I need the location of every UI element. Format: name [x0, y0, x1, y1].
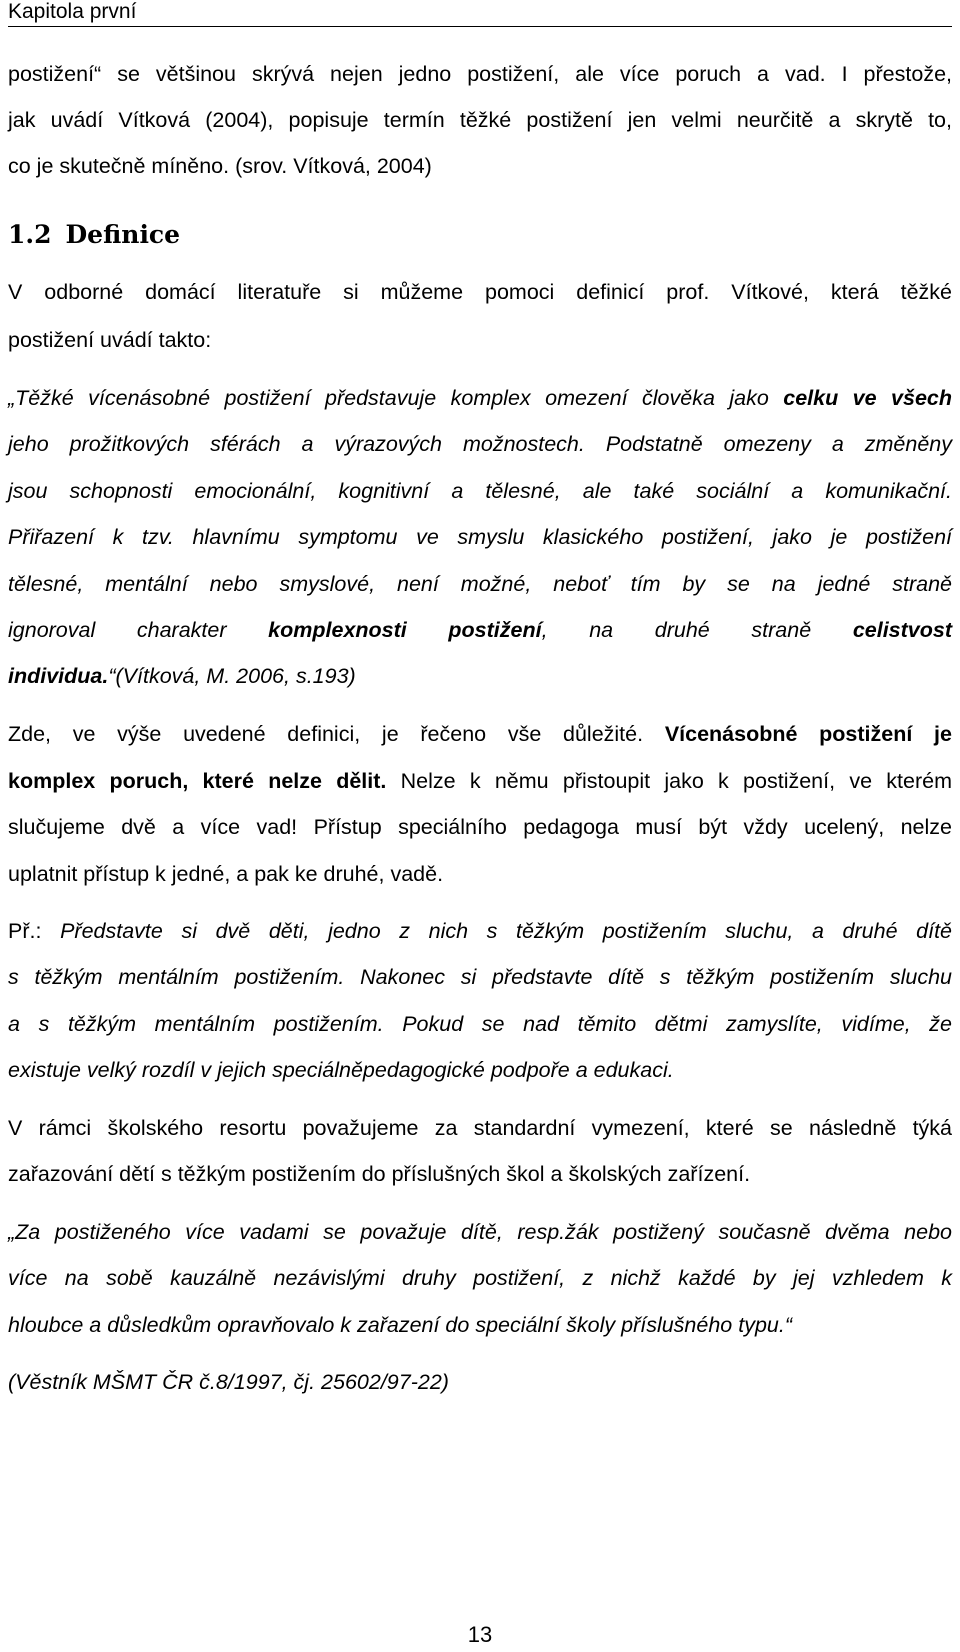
section-title: Definice: [65, 220, 181, 249]
paragraph-line: V odborné domácí literatuře si můžeme pomoci definicí prof. Vítkové, která těžké: [8, 280, 952, 304]
quote-line: jeho prožitkových sférách a výrazových možnostech. Podstatně omezeny a změněny: [8, 432, 952, 456]
paragraph-line: slučujeme dvě a více vad! Přístup speciálního pedagoga musí být vždy ucelený, nelze: [8, 815, 952, 839]
quote-line: jsou schopnosti emocionální, kognitivní a tělesné, ale také sociální a komunikační.: [8, 479, 952, 503]
emphasis: Vícenásobné postižení je: [664, 722, 952, 746]
paragraph-line: postižení“ se většinou skrývá nejen jedno postižení, ale více poruch a vad. I přestože,: [8, 62, 952, 86]
emphasis: celku ve všech: [783, 386, 952, 410]
quote-line: hloubce a důsledkům opravňovalo k zařazení do speciální školy příslušného typu.“: [8, 1313, 793, 1337]
emphasis: celistvost: [852, 618, 952, 642]
paragraph-line: postižení uvádí takto:: [8, 328, 212, 352]
emphasis: komplexnosti postižení: [268, 618, 542, 642]
quote-line: [8, 662, 952, 690]
emphasis: komplex poruch, které nelze dělit.: [8, 769, 387, 793]
running-header: Kapitola první: [8, 0, 952, 27]
citation: “(Vítková, M. 2006, s.193): [108, 664, 356, 688]
emphasis: individua.: [8, 664, 109, 688]
paragraph-line: uplatnit přístup k jedné, a pak ke druhé, vadě.: [8, 862, 444, 886]
page-number: 13: [467, 1622, 493, 1647]
quote-line: více na sobě kauzálně nezávislými druhy postižení, z nichž každé by jej vzhledem k: [8, 1266, 952, 1290]
quote-line: Přiřazení k tzv. hlavnímu symptomu ve smyslu klasického postižení, jako je postižení: [8, 525, 952, 549]
paragraph-line: co je skutečně míněno. (srov. Vítková, 2004): [8, 154, 432, 178]
paragraph-line: jak uvádí Vítková (2004), popisuje termín těžké postižení jen velmi neurčitě a skrytě to,: [8, 108, 952, 132]
quote-line: ignoroval charakter komplexnosti postižení, na druhé straně celistvost: [8, 618, 952, 642]
section-heading: [8, 220, 180, 250]
example-line: a s těžkým mentálním postižením. Pokud se nad těmito dětmi zamyslíte, vidíme, že: [8, 1012, 952, 1036]
citation: (Věstník MŠMT ČR č.8/1997, čj. 25602/97-22): [8, 1370, 449, 1394]
paragraph-line: V rámci školského resortu považujeme za standardní vymezení, které se následně týká: [8, 1116, 952, 1140]
paragraph-line: komplex poruch, které nelze dělit. Nelze k němu přistoupit jako k postižení, ve kterém: [8, 769, 952, 793]
paragraph-line: zařazování dětí s těžkým postižením do příslušných škol a školských zařízení.: [8, 1162, 751, 1186]
example-line: Př.: Představte si dvě děti, jedno z nich s těžkým postižením sluchu, a druhé dítě: [8, 919, 953, 943]
example-line: s těžkým mentálním postižením. Nakonec si představte dítě s těžkým postižením sluchu: [8, 965, 952, 989]
quote-line: „Těžké vícenásobné postižení představuje komplex omezení člověka jako celku ve všech: [8, 386, 952, 410]
quote-line: tělesné, mentální nebo smyslové, není možné, neboť tím by se na jedné straně: [8, 572, 952, 596]
section-number: 1.2: [8, 220, 52, 249]
quote-line: „Za postiženého více vadami se považuje dítě, resp.žák postižený současně dvěma nebo: [8, 1220, 952, 1244]
paragraph-line: Zde, ve výše uvedené definici, je řečeno vše důležité. Vícenásobné postižení je: [8, 722, 952, 746]
example-line: existuje velký rozdíl v jejich speciálněpedagogické podpoře a edukaci.: [8, 1058, 674, 1082]
